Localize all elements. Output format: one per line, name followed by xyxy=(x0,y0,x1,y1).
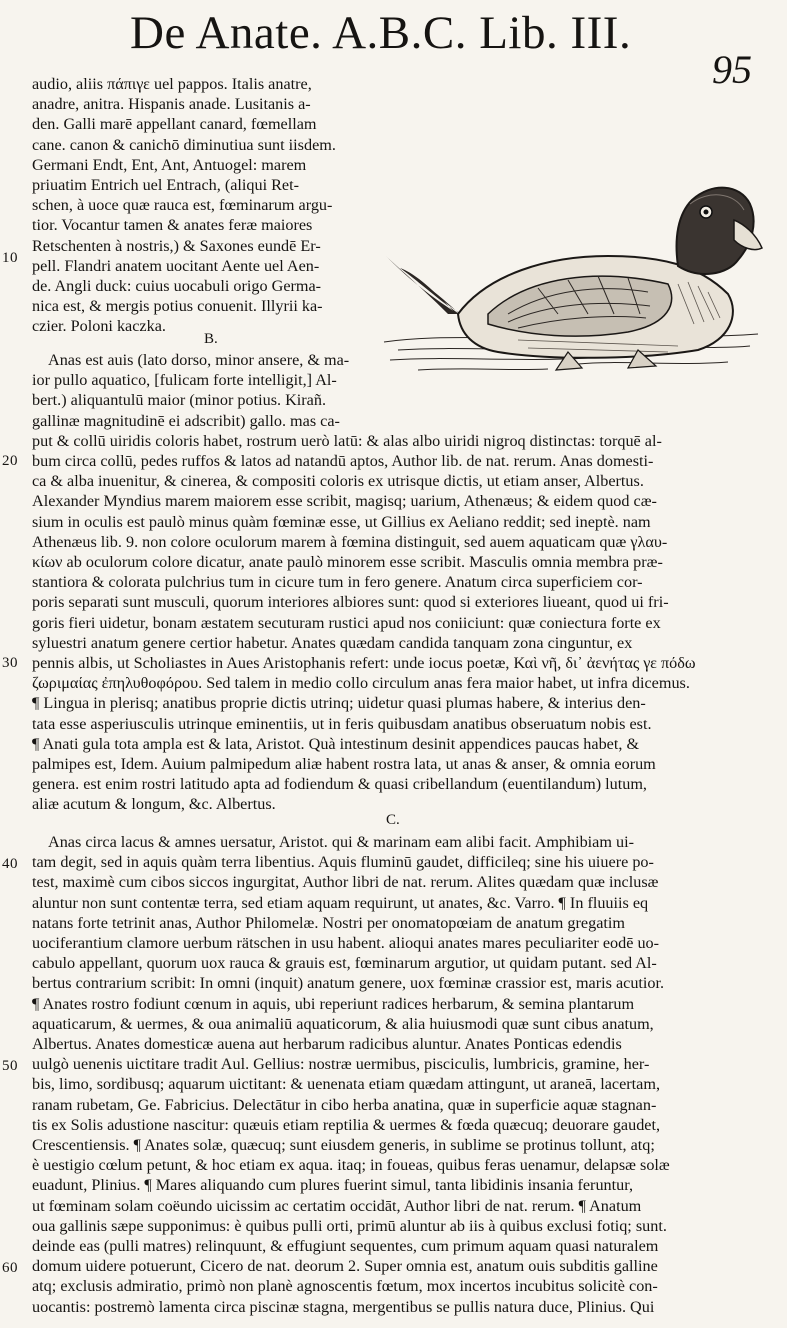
text-line: ¶ Anates rostro fodiunt cœnum in aquis, ubi reperiunt radices herbarum, & semina plantarum xyxy=(32,994,635,1013)
text-line: tior. Vocantur tamen & anates feræ maiores xyxy=(32,216,313,235)
text-line: pennis albis, ut Scholiastes in Aues Aristophanis refert: unde iocus poetæ, Καὶ νῆ, δι᾽ ἀενήτας γε πόδω xyxy=(32,654,696,672)
text-line: de. Angli duck: cuius uocabuli origo Germa- xyxy=(32,277,322,295)
text-line: oua gallinis sæpe supponimus: è quibus pulli orti, primū aluntur ab iis à quibus exclusi fotiq; sunt. xyxy=(32,1216,667,1235)
text-line: deinde eas (pulli matres) relinquunt, & effugiunt sequentes, cum primum aquam quasi naturalem xyxy=(32,1237,659,1255)
margin-line-number: 20 xyxy=(2,453,18,469)
text-line: è uestigio cœlum petunt, & hoc etiam ex aqua. itaq; in foueas, quibus feras uenamur, delapsæ solæ xyxy=(32,1156,670,1175)
text-line: audio, aliis πάπιγε uel pappos. Italis anatre, xyxy=(32,75,312,93)
text-line: pell. Flandri anatem uocitant Aente uel Aen- xyxy=(32,256,320,275)
text-line: cane. canon & canichō diminutiua sunt iisdem. xyxy=(32,135,336,154)
text-line: palmipes est, Idem. Auium palmipedum aliæ habent rostra lata, ut anas & anser, & omnia eorum xyxy=(32,755,656,773)
text-line: den. Galli marē appellant canard, fœmellam xyxy=(32,115,317,134)
text-line: cabulo appellant, quorum uox rauca & grauis est, fœminarum argutior, ut quidam putant. sed Al- xyxy=(32,954,657,973)
text-line: tis ex Solis adustione nascitur: quæuis etiam reptilia & uermes & fœda quæcuq; deuorare gaudet, xyxy=(32,1115,661,1134)
text-line: stantiora & colorata pulchrius tum in cicure tum in fero genere. Anatum circa superficiem cor- xyxy=(32,573,643,592)
text-line: sium in oculis est paulò minus quàm fœminæ esse, ut Gillius ex Aeliano reddit; sed ineptè. nam xyxy=(32,512,651,531)
text-line: aquaticarum, & uermes, & oua animaliū aquaticorum, & alia huiusmodi quæ sunt cibus anatum, xyxy=(32,1014,654,1033)
text-line: ca & alba inuenitur, & cinerea, & compositi coloris ex utrisque dictis, ut etiam anser, Albertus. xyxy=(32,472,644,491)
text-line: anadre, anitra. Hispanis anade. Lusitanis a- xyxy=(32,95,311,114)
text-line: Athenæus lib. 9. non colore oculorum marem à fœmina distinguit, sed auem aquaticam quæ γλαυ- xyxy=(32,532,668,551)
text-line: ¶ Anati gula tota ampla est & lata, Aristot. Quà intestinum desinit appendices paucas habet, & xyxy=(32,734,640,753)
text-line: uociferantium clamore uerbum rätschen in usu habent. alioqui anates mares peculiariter eodē uo- xyxy=(32,934,660,952)
text-line: tata esse asperiusculis utrinque eminentiis, ut in feris quibusdam anatibus obseruatum nobis est. xyxy=(32,714,652,733)
text-line: gallinæ magnitudinē ei adscribit) gallo. mas ca- xyxy=(32,411,340,430)
text-line: domum uidere potuerunt, Cicero de nat. deorum 2. Super omnia est, anatum ouis subditis galline xyxy=(32,1257,658,1276)
text-line: atq; exclusis admiratio, primò non planè agnoscentis fœtum, mox incertos incubitus solicitè con- xyxy=(32,1277,658,1296)
text-line: czier. Poloni kaczka. xyxy=(32,317,166,336)
text-line: priuatim Entrich uel Entrach, (aliqui Ret- xyxy=(32,176,300,194)
text-line: aliæ acutum & longum, &c. Albertus. xyxy=(32,795,276,814)
text-line: ¶ Lingua in plerisq; anatibus proprie dictis utrinq; uidetur quasi plumas habere, & interius den- xyxy=(32,694,646,713)
text-line: poris separati sunt musculi, quorum interiores albiores sunt: quod si exteriores liueant, quod ui fri- xyxy=(32,593,669,612)
text-line: Crescentiensis. ¶ Anates solæ, quæcuq; sunt eiusdem generis, in sublime se protinus tollunt, atq; xyxy=(32,1136,655,1154)
text-line: schen, à uoce quæ rauca est, fœminarum argu- xyxy=(32,196,333,215)
text-line: Albertus. Anates domesticæ auena aut herbarum radicibus aluntur. Anates Ponticas edendis xyxy=(32,1035,622,1053)
text-line: Germani Endt, Ent, Ant, Antuogel: marem xyxy=(32,155,307,174)
text-line: ut fœminam solam coëundo uicissim ac certatim occidāt, Author libri de nat. rerum. ¶ Anatum xyxy=(32,1196,642,1215)
text-line: tam degit, sed in aquis quàm terra libentius. Aquis fluminū gaudet, difficileq; sine his uiuere po- xyxy=(32,853,654,872)
page-number: 95 xyxy=(712,47,752,92)
text-line: uocantis: postremò lamenta circa piscinæ stagna, mergentibus se pullis natura duce, Plinius. Qui xyxy=(32,1297,655,1316)
text-line: uulgò uenenis uictitare tradit Aul. Gellius: nostræ uermibus, pisciculis, lumbricis, gramine, her- xyxy=(32,1055,650,1074)
text-line: ior pullo aquatico, [fulicam forte intelligit,] Al- xyxy=(32,371,337,390)
text-line: Anas circa lacus & amnes uersatur, Aristot. qui & marinam eam alibi facit. Amphibiam ui- xyxy=(48,833,634,851)
text-line: bert.) aliquantulū maior (minor potius. Kirañ. xyxy=(32,391,327,410)
text-line: natans forte tetrinit anas, Author Philomelæ. Nostri per onomatopœiam de anatum gregatim xyxy=(32,913,625,932)
text-line: genera. est enim rostri latitudo apta ad fodiendum & quasi cribellandum (euentilandum) lutum, xyxy=(32,775,647,794)
margin-line-number: 50 xyxy=(2,1058,18,1074)
section-letter-b: B. xyxy=(204,331,218,347)
text-line: bis, limo, sordibusq; aquarum uictitant: & uenenata etiam quædam attingunt, ut araneā, lacertam, xyxy=(32,1075,660,1094)
text-line: bertus contrarium scribit: In omni (inquit) anatum genere, uox fœminæ crassior est, maris acutior. xyxy=(32,974,665,993)
duck-woodcut-illustration xyxy=(378,164,764,390)
text-line: Anas est auis (lato dorso, minor ansere, & ma- xyxy=(48,351,350,369)
text-line: goris fieri uidetur, bonam æstatem secuturam rustici apud nos coniiciunt: quæ coniectura forte ex xyxy=(32,613,661,632)
text-line: aluntur non sunt contentæ terra, sed etiam aquam requirunt, ut anates, &c. Varro. ¶ In fluuiis eq xyxy=(32,893,649,912)
text-line: bum circa collū, pedes ruffos & latos ad natandū aptos, Author lib. de nat. rerum. Anas domesti- xyxy=(32,452,654,470)
text-line: ranam rubetam, Ge. Fabricius. Delectātur in cibo herba anatina, quæ in superficie aquæ stagnan- xyxy=(32,1095,657,1114)
margin-line-number: 60 xyxy=(2,1260,18,1276)
margin-line-number: 10 xyxy=(2,250,18,266)
margin-line-number: 40 xyxy=(2,856,18,872)
text-line: ζωριμαίας ἐπηλυθοφόρου. Sed talem in medio collo circulum anas fera maior habet, ut infra dicemus. xyxy=(32,674,690,693)
text-line: Retschenten à nostris,) & Saxones eundē Er- xyxy=(32,236,321,255)
text-line: put & collū uiridis coloris habet, rostrum uerò latū: & alas albo uiridi nigroq distinctas: torquē al- xyxy=(32,431,662,450)
section-letter-c: C. xyxy=(386,812,400,828)
text-line: syluestri anatum genere certior habetur. Anates quædam candida tanquam zona cinguntur, ex xyxy=(32,633,633,652)
margin-line-number: 30 xyxy=(2,655,18,671)
text-line: κίων ab oculorum colore dicatur, anate paulò minorem esse scribit. Masculis omnia membra præ- xyxy=(32,553,663,571)
text-line: nica est, & mergis potius conuenit. Illyrii ka- xyxy=(32,297,323,316)
text-line: euadunt, Plinius. ¶ Mares aliquando cum plures fuerint simul, tanta libidinis insania feruntur, xyxy=(32,1176,634,1195)
text-line: Alexander Myndius marem maiorem esse scribit, magisq; uarium, Athenæus; & eidem quod cæ- xyxy=(32,492,657,511)
page-header-title: De Anate. A.B.C. Lib. III. xyxy=(130,7,632,59)
text-line: test, maximè cum cibos siccos ingurgitat, Author libri de nat. rerum. Alites quædam quæ inclusæ xyxy=(32,873,659,892)
